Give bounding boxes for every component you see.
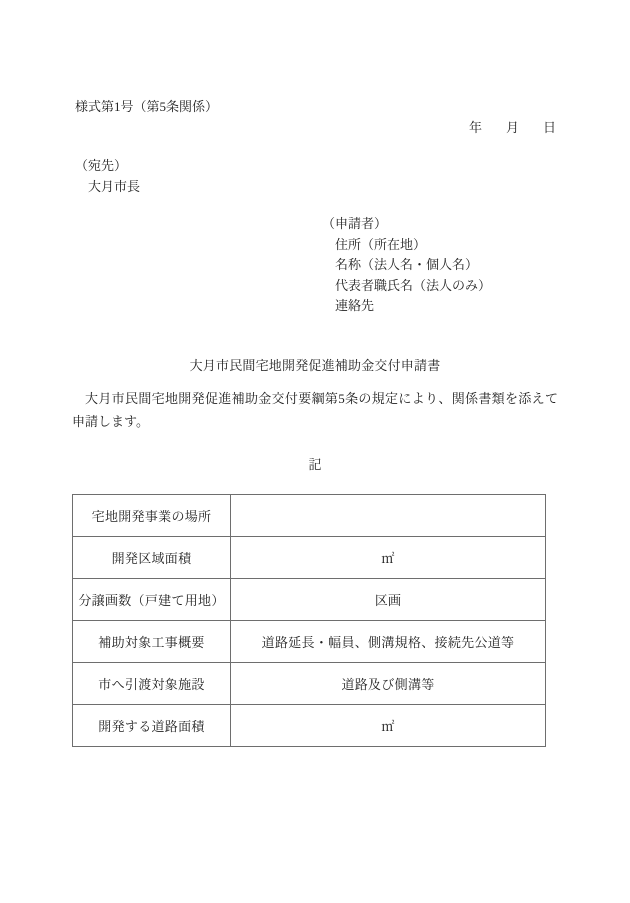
row-label: 宅地開発事業の場所: [73, 495, 231, 537]
applicant-field-representative: 代表者職氏名（法人のみ）: [335, 277, 492, 293]
table-row-lots: [73, 579, 546, 621]
row-value: 区画: [231, 579, 546, 621]
applicant-field-name: 名称（法人名・個人名）: [335, 257, 479, 273]
row-value: [231, 495, 546, 537]
application-table: [72, 494, 546, 747]
form-number: 様式第1号（第5条関係）: [75, 99, 219, 114]
table-row-work-outline: [73, 621, 546, 663]
applicant-field-contact: 連絡先: [335, 298, 375, 314]
applicant-heading: （申請者）: [322, 216, 388, 231]
table-row-site: [73, 495, 546, 537]
row-label: 補助対象工事概要: [73, 621, 231, 663]
row-label: 市へ引渡対象施設: [73, 663, 231, 705]
document-title: 大月市民間宅地開発促進補助金交付申請書: [189, 358, 441, 373]
addressee-name: 大月市長: [88, 179, 141, 194]
table-row-transfer-facilities: [73, 663, 546, 705]
row-label: 分譲画数（戸建て用地）: [73, 579, 231, 621]
row-value: 道路及び側溝等: [231, 663, 546, 705]
applicant-field-address: 住所（所在地）: [335, 236, 427, 252]
date-line: [469, 117, 556, 136]
date-day-label: 日: [542, 120, 556, 135]
date-year-label: 年: [468, 120, 482, 135]
date-month-label: 月: [505, 120, 519, 135]
row-label: 開発する道路面積: [73, 705, 231, 747]
row-label: 開発区域面積: [73, 537, 231, 579]
table-row-road-area: [73, 705, 546, 747]
row-value: 道路延長・幅員、側溝規格、接続先公道等: [231, 621, 546, 663]
row-value: ㎡: [231, 537, 546, 579]
applicant-block: [322, 214, 491, 317]
table-row-area: [73, 537, 546, 579]
row-value: ㎡: [231, 705, 546, 747]
body-paragraph: 大月市民間宅地開発促進補助金交付要綱第5条の規定により、関係書類を添えて申請します。: [72, 391, 558, 429]
record-marker: 記: [308, 457, 322, 472]
addressee-label: （宛先）: [75, 158, 128, 173]
